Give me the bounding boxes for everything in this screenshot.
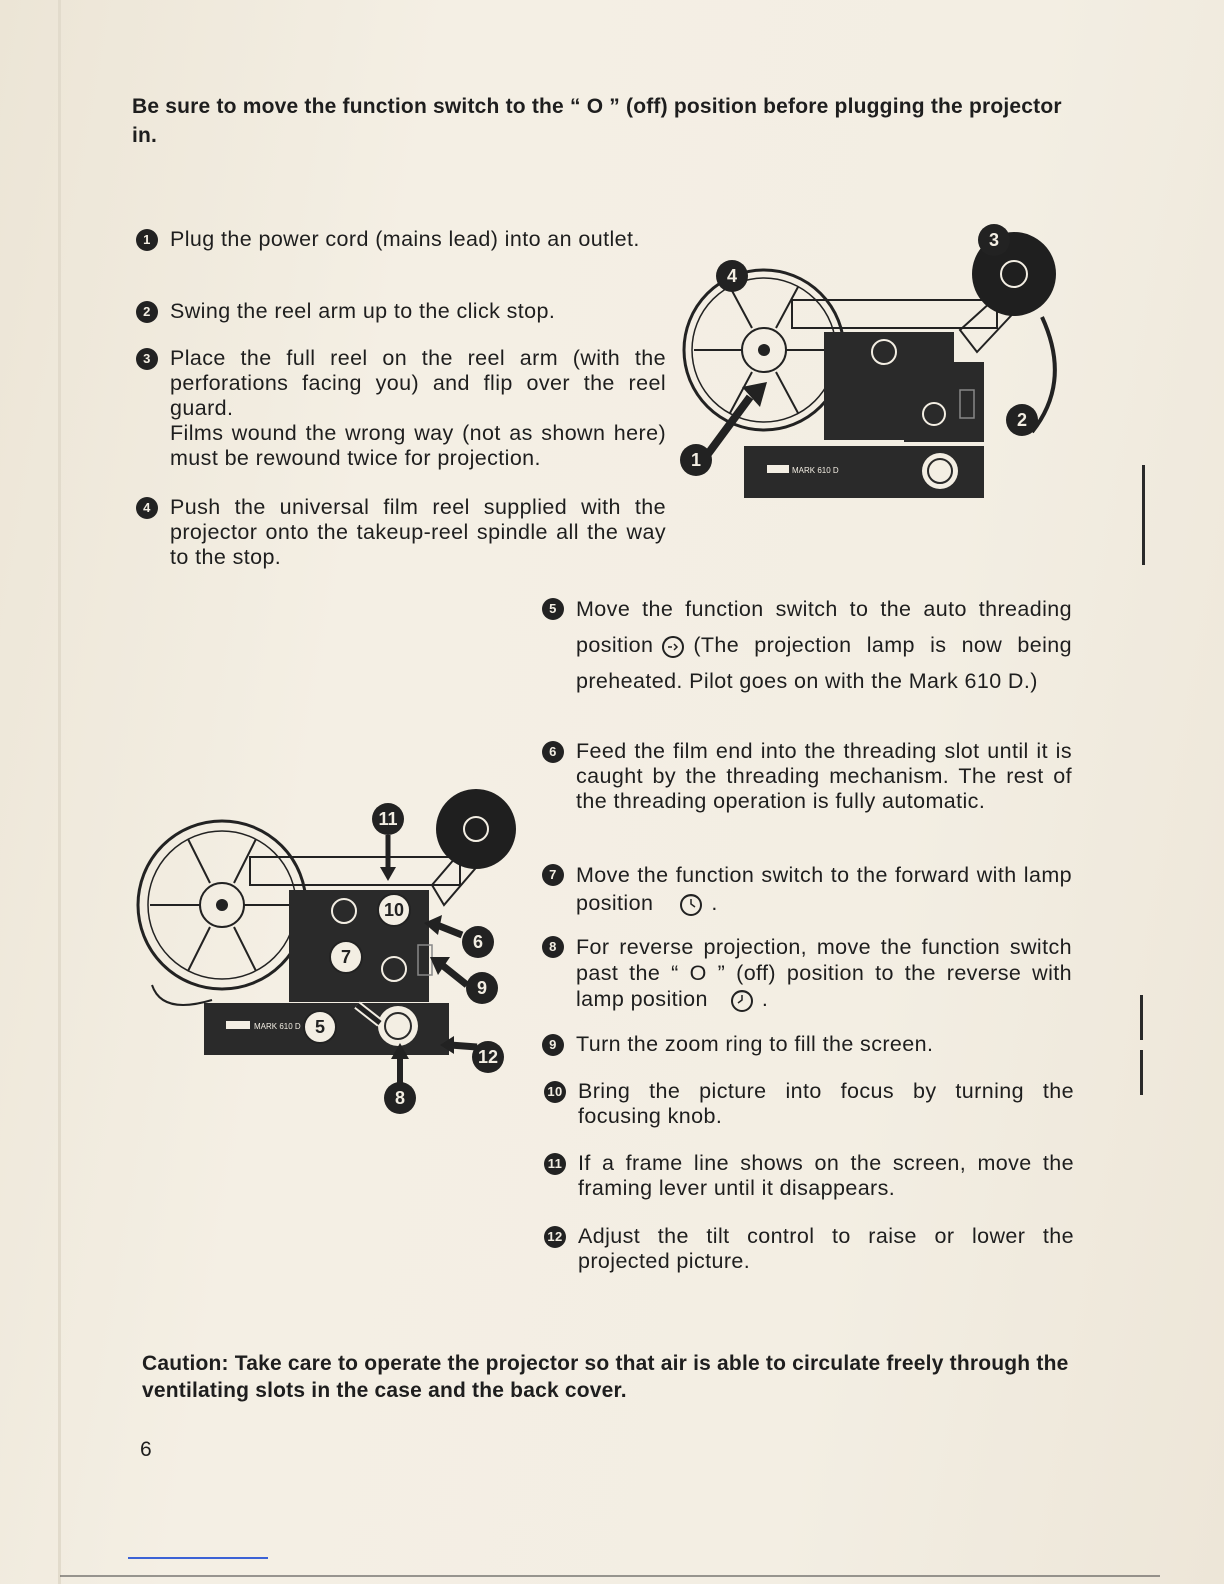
step-text: Swing the reel arm up to the click stop.: [170, 299, 556, 323]
switch-forward-lamp-icon: [677, 890, 705, 918]
step-text: If a frame line shows on the screen, move the framing lever until it disappears.: [578, 1151, 1074, 1200]
model-label: MARK 610 D: [792, 466, 839, 475]
callout-1: 1: [690, 450, 702, 470]
step-text: Place the full reel on the reel arm (with the perforations facing you) and flip over the reel guard.: [170, 346, 666, 420]
scan-edge-mark: [1142, 465, 1145, 565]
step-text-a: For reverse projection, move the function switch past the “ O ” (off) position to the reverse with lamp position: [576, 935, 1072, 1011]
step-8: [549, 934, 1072, 1014]
callout-10: 10: [383, 900, 405, 920]
step-number: 4: [136, 497, 158, 519]
step-number: 3: [136, 348, 158, 370]
switch-reverse-lamp-icon: [728, 986, 756, 1014]
callout-4: 4: [726, 266, 738, 286]
callout-2: 2: [1016, 410, 1028, 430]
step-6: [549, 739, 1072, 814]
callout-7: 7: [340, 947, 352, 967]
callout-9: 9: [476, 978, 488, 998]
projector-illustration-bottom: [132, 785, 532, 1125]
step-number: 10: [544, 1081, 566, 1103]
scan-edge-mark: [1140, 995, 1143, 1040]
step-text-a: Move the function switch to the auto threading position: [576, 597, 1072, 657]
step-number: 6: [542, 741, 564, 763]
step-text: [576, 861, 1072, 918]
callout-8: 8: [394, 1088, 406, 1108]
step-text-b: .: [711, 891, 718, 915]
step-12: [547, 1224, 1074, 1274]
step-1: [143, 227, 666, 252]
step-number: 11: [544, 1153, 566, 1175]
caution-note: Caution: Take care to operate the projector so that air is able to circulate freely through the ventilating slots in the case and the back cover.: [142, 1352, 1069, 1402]
step-number: 2: [136, 301, 158, 323]
callout-11: 11: [378, 809, 398, 829]
bottom-link-underline: [128, 1557, 268, 1559]
projector-illustration-top: [672, 222, 1072, 512]
takeup-reel: [436, 789, 516, 869]
step-text: Plug the power cord (mains lead) into an outlet.: [170, 227, 640, 251]
step-10: [547, 1079, 1074, 1129]
step-7: [549, 861, 1072, 918]
step-2: [143, 299, 666, 324]
step-text: Adjust the tilt control to raise or lower the projected picture.: [578, 1224, 1074, 1273]
scan-edge-mark: [1140, 1050, 1143, 1095]
switch-auto-thread-icon: [659, 632, 687, 660]
step-3: [143, 346, 666, 471]
callout-6: 6: [472, 932, 484, 952]
step-text-a: Move the function switch to the forward with lamp position: [576, 863, 1072, 915]
step-text: Feed the film end into the threading slot until it is caught by the threading mechanism. The rest of the threading operation is fully automatic.: [576, 739, 1072, 813]
step-number: 1: [136, 229, 158, 251]
step-number: 7: [542, 864, 564, 886]
bottom-edge-line: [60, 1575, 1160, 1577]
header-note: Be sure to move the function switch to the “ O ” (off) position before plugging the projector in.: [132, 95, 1062, 147]
step-text: Bring the picture into focus by turning the focusing knob.: [578, 1079, 1074, 1128]
step-5: [549, 591, 1072, 699]
step-text-b: .: [761, 987, 769, 1011]
step-11: [547, 1151, 1074, 1201]
model-label: MARK 610 D: [254, 1022, 301, 1031]
step-text: Push the universal film reel supplied with the projector onto the takeup-reel spindle all the way to the stop.: [170, 495, 666, 569]
callout-3: 3: [988, 230, 1000, 250]
callout-12: 12: [477, 1047, 499, 1067]
step-number: 12: [544, 1226, 566, 1248]
step-text: [576, 591, 1072, 699]
step-number: 8: [542, 936, 564, 958]
step-4: [143, 495, 666, 570]
page-edge-shadow: [58, 0, 61, 1584]
step-9: [549, 1032, 1072, 1057]
step-text-b: (The projection lamp is now being preheated. Pilot goes on with the Mark 610 D.): [576, 633, 1072, 693]
step-text: [576, 934, 1072, 1014]
step-text: Turn the zoom ring to fill the screen.: [576, 1032, 934, 1056]
step-number: 9: [542, 1034, 564, 1056]
step-number: 5: [542, 598, 564, 620]
page-number: 6: [140, 1438, 152, 1461]
callout-5: 5: [314, 1017, 326, 1037]
step-text-note: Films wound the wrong way (not as shown here) must be rewound twice for projection.: [170, 421, 666, 470]
